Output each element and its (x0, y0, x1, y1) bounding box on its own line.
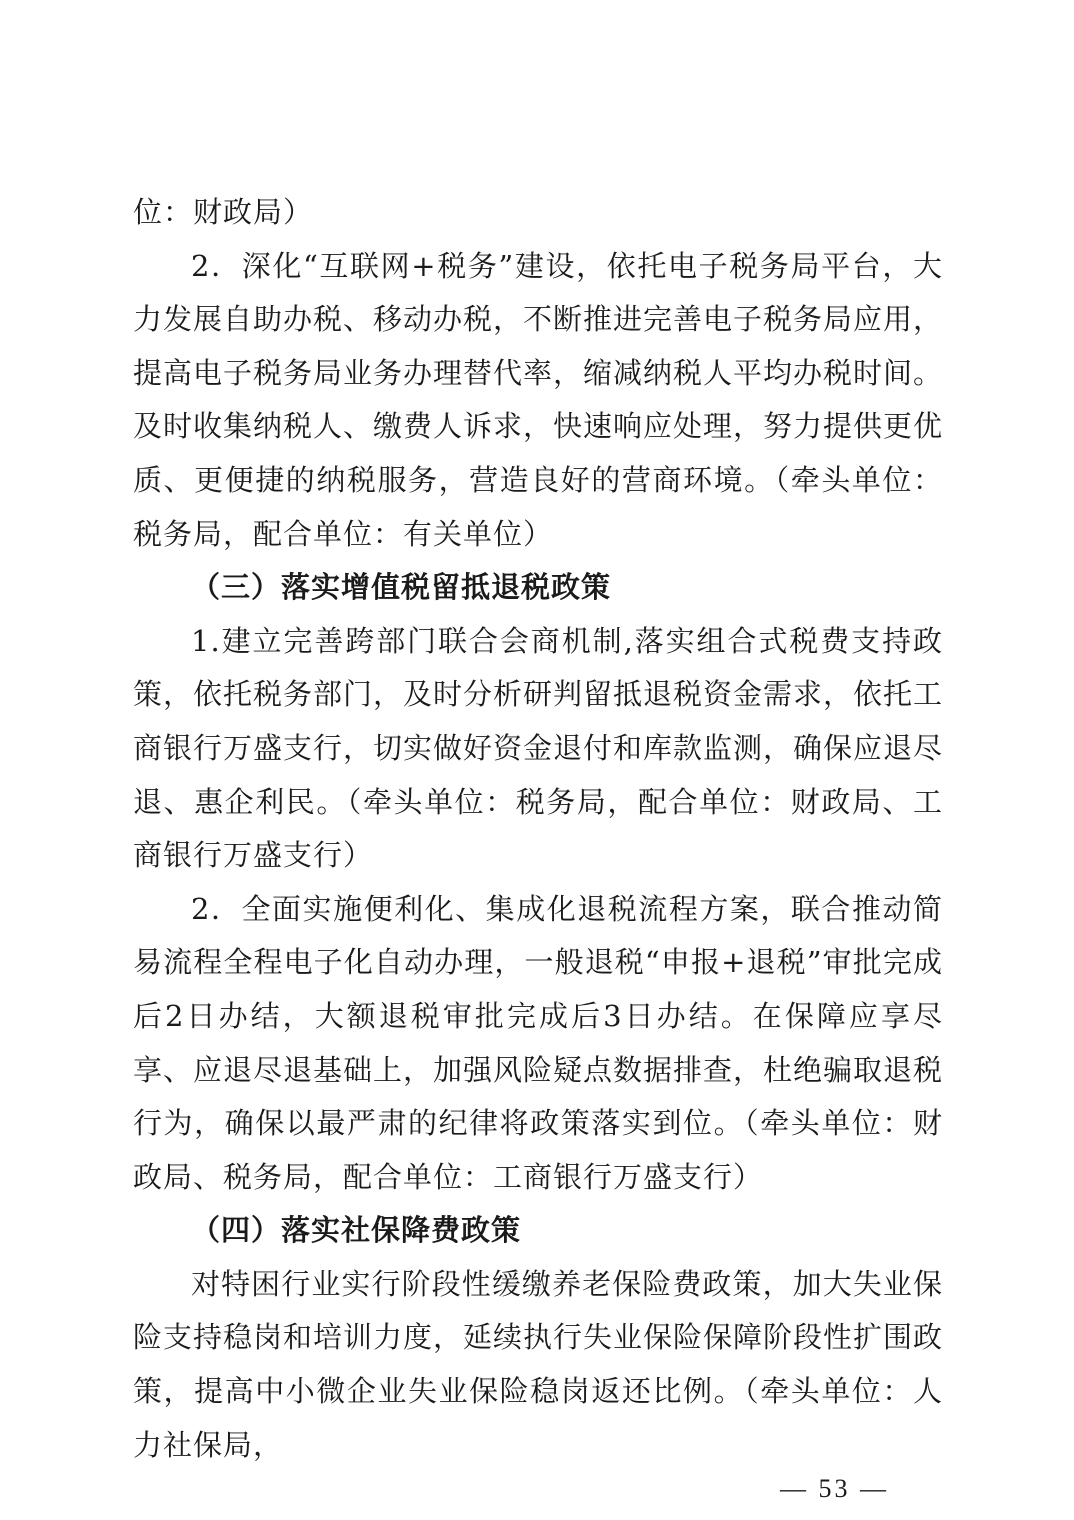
section-heading-social-security: （四）落实社保降费政策 (191, 1213, 522, 1248)
body-text (133, 186, 943, 1472)
paragraph-internet-tax: 2．深化“互联网+税务”建设，依托电子税务局平台，大力发展自助办税、移动办税，不断推进完善电子税务局应用，提高电子税务局业务办理替代率，缩减纳税人平均办税时间。及时收集纳税人、缴费人诉求，快速响应处理，努力提供更优质、更便捷的纳税服务，营造良好的营商环境。（牵头单位：税务局，配合单位：有关单位） (133, 248, 944, 551)
paragraph-continuation: 位：财政局） (133, 195, 314, 229)
paragraph-refund-process: 2．全面实施便利化、集成化退税流程方案，联合推动简易流程全程电子化自动办理，一般退税“申报+退税”审批完成后2日办结，大额退税审批完成后3日办结。在保障应享尽享、应退尽退基础上，加强风险疑点数据排查，杜绝骗取退税行为，确保以最严肃的纪律将政策落实到位。（牵头单位：财政局、税务局，配合单位：工商银行万盛支行） (133, 891, 944, 1194)
page-number: — 53 — (780, 1474, 889, 1503)
section-heading-vat-refund: （三）落实增值税留抵退税政策 (191, 570, 612, 605)
paragraph-unemployment-insurance: 对特困行业实行阶段性缓缴养老保险费政策，加大失业保险支持稳岗和培训力度，延续执行失业保险保障阶段性扩围政策，提高中小微企业失业保险稳岗返还比例。（牵头单位：人力社保局， (133, 1266, 944, 1462)
paragraph-consultation-mechanism: 1.建立完善跨部门联合会商机制,落实组合式税费支持政策，依托税务部门，及时分析研判留抵退税资金需求，依托工商银行万盛支行，切实做好资金退付和库款监测，确保应退尽退、惠企利民。（牵头单位：税务局，配合单位：财政局、工商银行万盛支行） (133, 623, 944, 873)
